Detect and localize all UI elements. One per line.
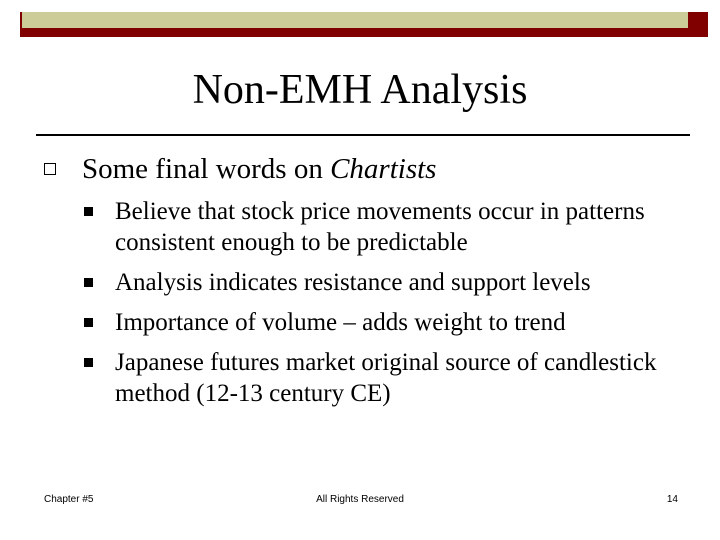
top-corner-square bbox=[688, 12, 708, 28]
filled-square-icon bbox=[84, 278, 93, 287]
sub-bullet-text: Believe that stock price movements occur in patterns consistent enough to be predictable bbox=[115, 198, 645, 256]
main-point-text bbox=[82, 150, 436, 188]
main-point-prefix: Some final words on bbox=[82, 153, 331, 185]
filled-square-icon bbox=[84, 207, 93, 216]
filled-square-icon bbox=[84, 358, 93, 367]
footer-page-number: 14 bbox=[666, 494, 678, 505]
main-point-italic: Chartists bbox=[330, 153, 437, 185]
sub-bullet-item bbox=[80, 196, 690, 258]
footer-rights: All Rights Reserved bbox=[316, 494, 404, 505]
top-decorative-band bbox=[20, 12, 688, 28]
slide-title: Non-EMH Analysis bbox=[192, 67, 528, 113]
sub-bullet-item bbox=[80, 267, 690, 298]
filled-square-icon bbox=[84, 318, 93, 327]
sub-bullet-text: Japanese futures market original source of candlestick method (12-13 century CE) bbox=[115, 349, 657, 407]
footer-chapter: Chapter #5 bbox=[44, 494, 94, 505]
top-decorative-line bbox=[20, 28, 708, 37]
sub-bullet-item bbox=[80, 347, 690, 409]
sub-bullet-text: Importance of volume – adds weight to trend bbox=[115, 309, 566, 336]
main-bullet-point bbox=[44, 150, 436, 188]
sub-bullet-list bbox=[80, 196, 690, 418]
sub-bullet-item bbox=[80, 307, 690, 338]
sub-bullet-text: Analysis indicates resistance and support levels bbox=[115, 269, 591, 296]
title-underline-rule bbox=[36, 134, 690, 136]
hollow-square-icon bbox=[44, 163, 56, 175]
